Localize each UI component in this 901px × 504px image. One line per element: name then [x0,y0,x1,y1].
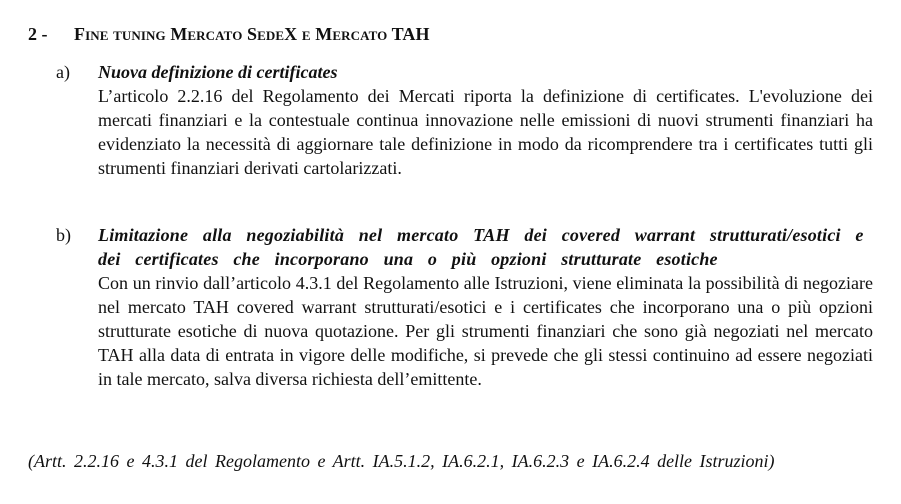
list-item-body: Con un rinvio dall’articolo 4.3.1 del Regolamento alle Istruzioni, viene eliminata la possibilità di negoziare nel mercato TAH covered warrant strutturati/esotici e i certificates che incorporano una o più opzioni strutturate esotiche di nuova quotazione. Per gli strumenti finanziari che sono già negoziati nel mercato TAH alla data di entrata in vigore delle modifiche, si prevede che gli stessi continuino ad essere negoziati in tale mercato, salva diversa richiesta dell’emittente. [98,273,873,389]
list-item-body: L’articolo 2.2.16 del Regolamento dei Mercati riporta la definizione di certificates. L'evoluzione dei mercati finanziari e la contestuale continua innovazione nelle emissioni di nuovi strumenti finanziari ha evidenziato la necessità di aggiornare tale definizione in modo da ricomprendere tra i certificates tutti gli strumenti finanziari derivati cartolarizzati. [98,86,873,178]
list-item-b [56,223,873,391]
section-heading [28,22,430,46]
list-item-marker: a) [56,62,70,82]
section-number: 2 - [28,24,48,44]
list-item-marker: b) [56,225,71,245]
section-title: Fine tuning Mercato SedeX e Mercato TAH [74,24,430,44]
list-item-title: Limitazione alla negoziabilità nel mercato TAH dei covered warrant strutturati/esotici e dei certificates che incorporano una o più opzioni strutturate esotiche [98,225,864,269]
references-note: (Artt. 2.2.16 e 4.3.1 del Regolamento e Artt. IA.5.1.2, IA.6.2.1, IA.6.2.3 e IA.6.2.4 delle Istruzioni) [28,451,775,471]
list-item-title: Nuova definizione di certificates [98,62,338,82]
list-item-a [56,60,873,180]
